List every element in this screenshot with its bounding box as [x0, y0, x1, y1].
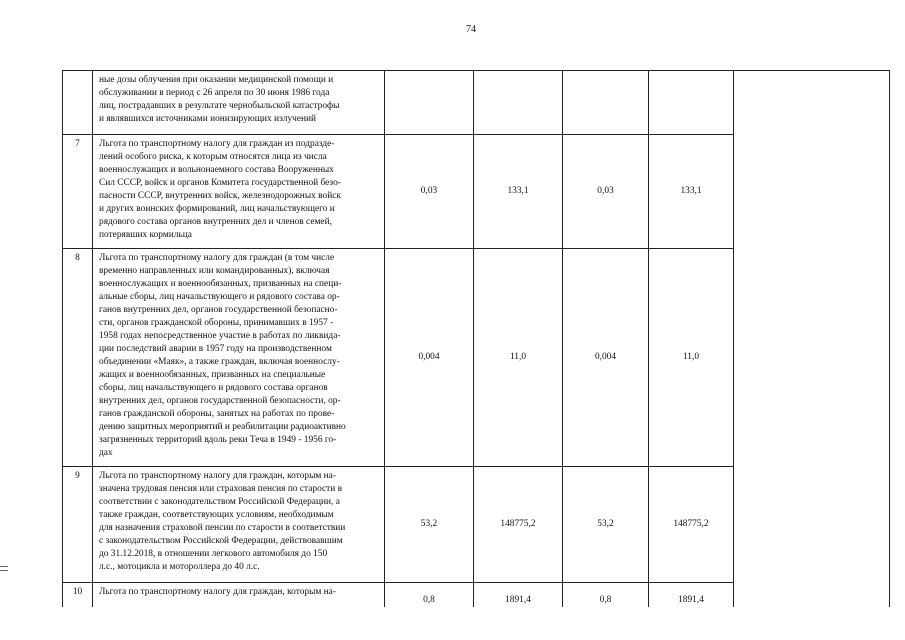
page-number: 74 — [466, 24, 476, 35]
description-line: обслуживании в период с 26 апреля по 30 июня 1986 года — [99, 88, 330, 98]
row-number: 7 — [63, 135, 93, 249]
benefit-description — [93, 467, 385, 583]
description-line: л.с., мотоцикла и мотороллера до 40 л.с. — [99, 562, 260, 572]
value-cell-3: 53,2 — [563, 467, 649, 583]
description-line: военнослужащих и военнообязанных, призванных на специ- — [99, 279, 342, 289]
value-cell-2: 148775,2 — [474, 467, 563, 583]
benefit-description — [93, 135, 385, 249]
description-line: жащих и военнообязанных, призванных на специальные — [99, 370, 326, 380]
value-cell-3: 0,03 — [563, 135, 649, 249]
value-cell-4: 148775,2 — [649, 467, 734, 583]
description-line: ции последствий аварии в 1957 году на производственном — [99, 344, 332, 354]
description-line: ганов внутренних дел, органов государственной безопасно- — [99, 305, 338, 315]
description-line: временно направленных или командированных), включая — [99, 266, 330, 276]
value-cell-2: 133,1 — [474, 135, 563, 249]
benefits-table — [62, 70, 890, 607]
value-cell-3 — [563, 71, 649, 135]
value-cell-4: 1891,4 — [649, 583, 734, 607]
description-line: Льгота по транспортному налогу для граждан, которым на- — [99, 471, 336, 481]
description-line: и других воинских формирований, лиц начальствующего и — [99, 204, 335, 214]
description-line: Льгота по транспортному налогу для граждан, которым на- — [99, 587, 336, 597]
description-line: и являвшихся источниками ионизирующих излучений — [99, 114, 317, 124]
value-cell-4: 11,0 — [649, 249, 734, 467]
scan-mark — [0, 566, 8, 567]
description-line: также граждан, соответствующих условиям, необходимым — [99, 510, 334, 520]
row-number: 8 — [63, 249, 93, 467]
description-line: пасности СССР, внутренних войск, железнодорожных войск — [99, 191, 341, 201]
description-line: Льгота по транспортному налогу для граждан из подразде- — [99, 139, 335, 149]
row-number — [63, 71, 93, 135]
description-line: рядового состава органов внутренних дел и членов семей, — [99, 217, 332, 227]
scan-mark — [0, 570, 8, 571]
value-cell-2 — [474, 71, 563, 135]
description-line: внутренних дел, органов государственной безопасности, ор- — [99, 396, 341, 406]
table-row — [63, 71, 890, 135]
description-line: сборы, лиц начальствующего и рядового состава органов — [99, 383, 328, 393]
benefit-description — [93, 71, 385, 135]
description-line: альные сборы, лиц начальствующего и рядового состава ор- — [99, 292, 340, 302]
description-line: значена трудовая пенсия или страховая пенсия по старости в — [99, 484, 343, 494]
value-cell-4: 133,1 — [649, 135, 734, 249]
description-line: для назначения страховой пенсии по старости в соответствии — [99, 523, 346, 533]
value-cell-1: 0,8 — [385, 583, 474, 607]
description-line: ганов гражданской обороны, занятых на работах по прове- — [99, 409, 335, 419]
value-cell-1: 53,2 — [385, 467, 474, 583]
value-cell-4 — [649, 71, 734, 135]
description-line: дению защитных мероприятий и реабилитации радиоактивно — [99, 422, 346, 432]
value-cell-2: 11,0 — [474, 249, 563, 467]
benefit-description — [93, 583, 385, 607]
description-line: потерявших кормильца — [99, 230, 192, 240]
value-cell-3: 0,004 — [563, 249, 649, 467]
description-line: ные дозы облучения при оказании медицинской помощи и — [99, 75, 334, 85]
value-cell-2: 1891,4 — [474, 583, 563, 607]
description-line: сти, органов гражданской обороны, принимавших в 1957 - — [99, 318, 334, 328]
description-line: дах — [99, 448, 113, 458]
description-line: загрязненных территорий вдоль реки Теча в 1949 - 1956 го- — [99, 435, 337, 445]
description-line: соответствии с законодательством Российской Федерации, а — [99, 497, 340, 507]
row-number: 9 — [63, 467, 93, 583]
value-cell-3: 0,8 — [563, 583, 649, 607]
description-line: лиц, пострадавших в результате чернобыльской катастрофы — [99, 101, 340, 111]
description-line: Сил СССР, войск и органов Комитета государственной безо- — [99, 178, 341, 188]
value-cell-1: 0,004 — [385, 249, 474, 467]
description-line: военнослужащих и вольнонаемного состава Вооруженных — [99, 165, 334, 175]
description-line: 1958 годах непосредственное участие в работах по ликвида- — [99, 331, 341, 341]
description-line: объединении «Маяк», а также граждан, включая военнослу- — [99, 357, 340, 367]
description-line: с законодательством Российской Федерации, действовавшим — [99, 536, 343, 546]
description-line: Льгота по транспортному налогу для граждан (в том числе — [99, 253, 335, 263]
row-number: 10 — [63, 583, 93, 607]
value-cell-1: 0,03 — [385, 135, 474, 249]
benefit-description — [93, 249, 385, 467]
description-line: до 31.12.2018, в отношении легкового автомобиля до 150 — [99, 549, 328, 559]
value-cell-1 — [385, 71, 474, 135]
notes-column — [734, 71, 890, 607]
description-line: лений особого риска, к которым относятся лица из числа — [99, 152, 327, 162]
